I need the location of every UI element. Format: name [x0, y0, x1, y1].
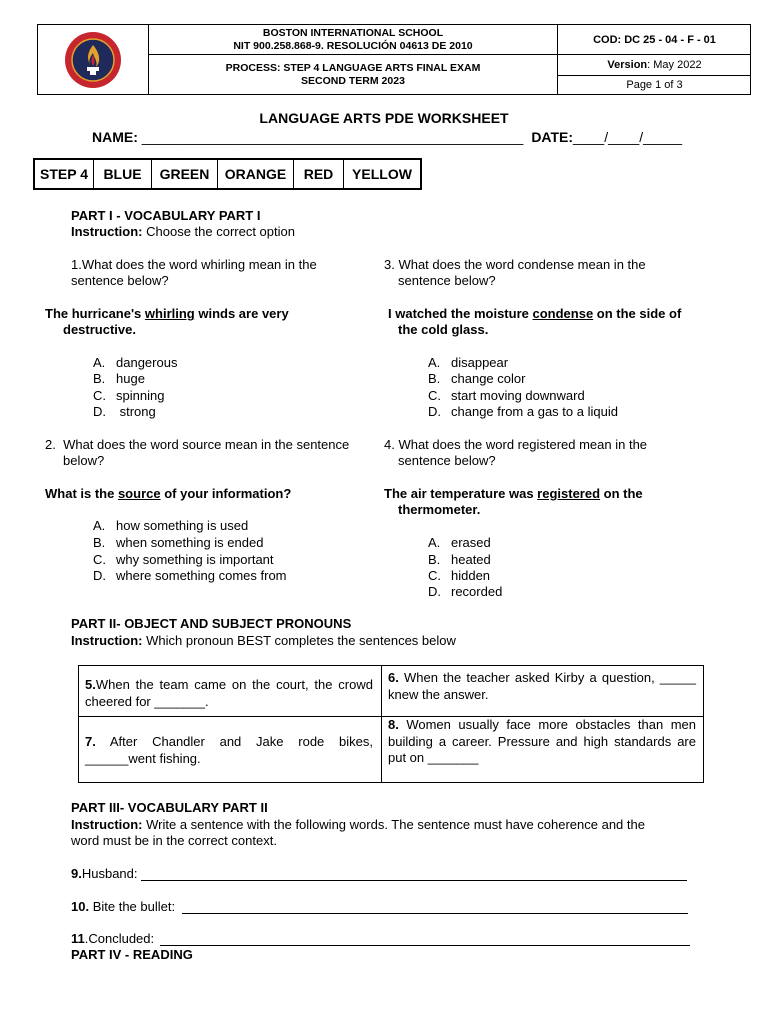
part2-title: PART II- OBJECT AND SUBJECT PRONOUNS: [71, 616, 352, 631]
q2-option-d[interactable]: D. where something comes from: [93, 568, 287, 583]
q1-line1: 1.What does the word whirling mean in the: [71, 257, 317, 272]
q2-option-a[interactable]: A. how something is used: [93, 518, 249, 533]
q4-option-b[interactable]: B. heated: [428, 552, 491, 567]
process-line1: PROCESS: STEP 4 LANGUAGE ARTS FINAL EXAM: [225, 61, 481, 74]
document-version: [558, 55, 751, 76]
part4-title: PART IV - READING: [71, 947, 193, 962]
date-label: DATE:: [531, 129, 574, 145]
school-logo-cell: [38, 25, 149, 94]
process-info: [149, 55, 558, 94]
q1-sentence-line2: destructive.: [63, 322, 136, 337]
school-nit: NIT 900.258.868-9. RESOLUCIÓN 04613 DE 2010: [233, 39, 473, 52]
q1-option-b[interactable]: B. huge: [93, 371, 145, 386]
q2-option-c[interactable]: C. why something is important: [93, 552, 274, 567]
q9-label: 9.Husband:: [71, 866, 138, 881]
level-step: STEP 4: [35, 160, 94, 188]
school-name: BOSTON INTERNATIONAL SCHOOL: [262, 26, 444, 39]
name-field[interactable]: _________________________________________________: [141, 129, 524, 145]
name-date-line: [92, 129, 682, 145]
q4-option-d[interactable]: D. recorded: [428, 584, 503, 599]
q6-cell: 6. When the teacher asked Kirby a question, _____ knew the answer.: [388, 670, 696, 702]
q4-line2: sentence below?: [398, 453, 496, 468]
q1-option-a[interactable]: A. dangerous: [93, 355, 178, 370]
q10-answer-line[interactable]: [182, 913, 688, 914]
part2-instruction: Instruction: Which pronoun BEST completes the sentences below: [71, 633, 456, 648]
document-code: COD: DC 25 - 04 - F - 01: [558, 25, 751, 55]
q4-option-a[interactable]: A. erased: [428, 535, 491, 550]
q7-cell: 7. After Chandler and Jake rode bikes, ______went fishing.: [85, 734, 373, 766]
q4-line1: 4. What does the word registered mean in the: [384, 437, 648, 452]
q2-option-b[interactable]: B. when something is ended: [93, 535, 264, 550]
q10-label: 10. Bite the bullet:: [71, 899, 176, 914]
q11-answer-line[interactable]: [160, 945, 690, 946]
page-number: Page 1 of 3: [626, 79, 683, 91]
school-info: [149, 25, 558, 55]
version-label: Version: [607, 59, 648, 71]
process-line2: SECOND TERM 2023: [301, 74, 405, 87]
q4-option-c[interactable]: C. hidden: [428, 568, 491, 583]
q3-option-d[interactable]: D. change from a gas to a liquid: [428, 404, 618, 419]
q3-option-a[interactable]: A. disappear: [428, 355, 509, 370]
q4-sentence-line2: thermometer.: [398, 502, 481, 517]
part1-instruction: Instruction: Choose the correct option: [71, 224, 295, 239]
date-field[interactable]: ____/____/_____: [573, 129, 683, 145]
part3-instruction: Instruction: Write a sentence with the following words. The sentence must have coherence and the: [71, 817, 645, 832]
q8-cell: 8. Women usually face more obstacles than men building a career. Pressure and high standards are put on _______: [388, 717, 696, 765]
q3-line1: 3. What does the word condense mean in the: [384, 257, 646, 272]
worksheet-title: LANGUAGE ARTS PDE WORKSHEET: [259, 110, 509, 126]
q3-option-c[interactable]: C. start moving downward: [428, 388, 585, 403]
q9-answer-line[interactable]: [141, 880, 687, 881]
part1-title: PART I - VOCABULARY PART I: [71, 208, 261, 223]
q2-sentence: What is the source of your information?: [45, 486, 292, 501]
q1-sentence: The hurricane's whirling winds are very: [45, 306, 289, 321]
q2-line2: below?: [63, 453, 105, 468]
q5-cell: 5.When the team came on the court, the crowd cheered for _______.: [85, 677, 373, 709]
q3-sentence-line2: the cold glass.: [398, 322, 489, 337]
level-green: GREEN: [152, 160, 218, 188]
q3-option-b[interactable]: B. change color: [428, 371, 526, 386]
q3-sentence: I watched the moisture condense on the side of: [388, 306, 682, 321]
level-table: [33, 158, 422, 190]
q1-line2: sentence below?: [71, 273, 169, 288]
document-header: [37, 24, 751, 95]
name-label: NAME:: [92, 129, 142, 145]
q2-line1: 2. What does the word source mean in the sentence: [45, 437, 350, 452]
level-red: RED: [294, 160, 344, 188]
school-logo: [57, 31, 129, 89]
q4-sentence: The air temperature was registered on the: [384, 486, 643, 501]
q1-option-d[interactable]: D. strong: [93, 404, 156, 419]
part3-instruction-line2: word must be in the correct context.: [71, 833, 277, 848]
level-orange: ORANGE: [218, 160, 294, 188]
q11-label: 11.Concluded:: [71, 931, 155, 946]
part3-title: PART III- VOCABULARY PART II: [71, 800, 268, 815]
q1-option-c[interactable]: C. spinning: [93, 388, 165, 403]
level-blue: BLUE: [94, 160, 152, 188]
pronoun-table: [78, 665, 704, 783]
q3-line2: sentence below?: [398, 273, 496, 288]
level-yellow: YELLOW: [352, 166, 412, 182]
version-value: : May 2022: [647, 59, 702, 71]
